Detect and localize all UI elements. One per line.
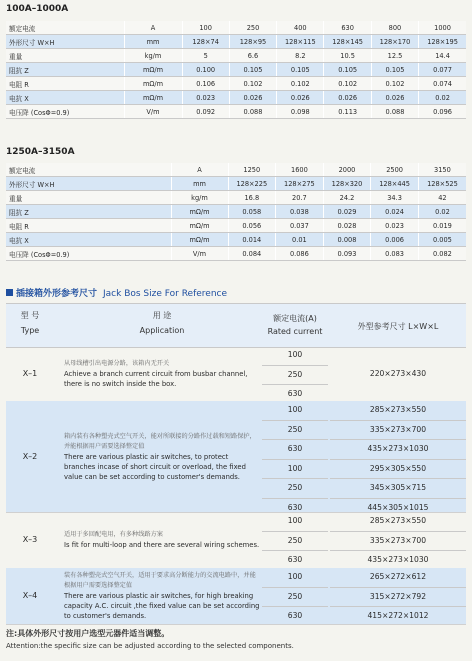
value-cell: 2500 [371,163,419,177]
application-en: There are various plastic air switches, for high breaking capacity A.C. circuit ,the fixed value can be set according to customer's demands. [64,591,260,620]
value-cell: 128×74 [182,35,229,49]
value-cell: 0.102 [324,77,371,91]
current-header-cn: 额定电流(A) [273,314,317,323]
row-unit: kg/m [171,191,228,205]
value-cell: 0.092 [182,105,229,119]
value-cell: 3150 [418,163,466,177]
spec-row [6,77,466,91]
application-cn: 箱内装有各种塑壳式空气开关，能对所联接的分路作过载和短路保护，并能根据用户需要选择整定值 [64,432,256,450]
value-cell: 0.088 [371,105,418,119]
application-cell [64,401,260,512]
application-en: Is fit for multi-loop and there are several wiring schemes. [64,540,260,549]
current-cell: 250 [262,421,328,441]
row-label: 额定电流 [6,21,124,35]
dimension-column [330,568,466,626]
spec-table-100a-1000a [6,21,466,119]
value-cell: 6.6 [229,49,276,63]
row-label: 外形尺寸 W×H [6,177,171,191]
value-cell: 0.037 [276,219,324,233]
value-cell: 128×95 [229,35,276,49]
value-cell: 0.029 [323,205,371,219]
value-cell: 0.105 [229,63,276,77]
row-unit: mΩ/m [124,91,182,105]
jackbox-title-en: Jack Bos Size For Reference [103,289,228,299]
value-cell: 1000 [419,21,466,35]
value-cell: 128×115 [277,35,324,49]
value-cell: 0.113 [324,105,371,119]
row-unit: kg/m [124,49,182,63]
application-cell [64,346,260,402]
value-cell: 24.2 [323,191,371,205]
value-cell: 0.026 [277,91,324,105]
square-bullet-icon [6,289,13,296]
value-cell: 0.028 [323,219,371,233]
dimension-cell: 435×273×1030 [367,555,429,564]
row-label: 阻抗 Z [6,63,124,77]
current-cell: 630 [287,611,303,620]
value-cell: 1250 [228,163,276,177]
row-label: 电阻 R [6,77,124,91]
current-cell: 100 [262,512,328,532]
dimension-cell: 285×273×550 [330,401,466,421]
value-cell: 0.086 [276,247,324,261]
current-cell: 100 [262,460,328,480]
spec-row [6,21,466,35]
spec-table-1250a-3150a [6,163,466,261]
value-cell: 0.096 [419,105,466,119]
current-cell: 250 [262,532,328,552]
row-unit: mΩ/m [171,233,228,247]
jackbox-group [6,568,466,625]
spec-row [6,205,466,219]
current-cell: 630 [287,502,303,512]
value-cell: 0.106 [182,77,229,91]
spec-row [6,233,466,247]
spec-row [6,163,466,177]
value-cell: 0.02 [419,91,466,105]
spec-row [6,91,466,105]
application-header-en: Application [139,326,185,335]
dimension-cell: 445×305×1015 [367,502,429,512]
value-cell: 0.102 [229,77,276,91]
row-label: 外形尺寸 W×H [6,35,124,49]
value-cell: 16.8 [228,191,276,205]
row-unit: mm [171,177,228,191]
type-cell: X–1 [22,369,38,379]
row-unit: mΩ/m [124,63,182,77]
value-cell: 0.084 [228,247,276,261]
row-unit: mΩ/m [124,77,182,91]
value-cell: 128×145 [324,35,371,49]
current-cell: 630 [262,440,328,460]
dimension-cell: 335×273×700 [330,532,466,552]
value-cell: 800 [371,21,418,35]
current-column [262,568,328,626]
jackbox-group [6,512,466,569]
value-cell: 128×525 [418,177,466,191]
dimension-cell: 415×272×1012 [367,611,429,620]
current-cell: 250 [262,479,328,499]
value-cell: 0.083 [371,247,419,261]
value-cell: 0.023 [371,219,419,233]
row-label: 电阻 R [6,219,171,233]
value-cell: 128×320 [323,177,371,191]
jackbox-group [6,346,466,403]
jackbox-group [6,401,466,513]
value-cell: 0.105 [277,63,324,77]
current-column [262,512,328,570]
dimension-cell: 265×272×612 [330,568,466,588]
value-cell: 0.038 [276,205,324,219]
application-en: Achieve a branch current circuit from busbar channel, there is no switch inside the box. [64,369,248,388]
application-header-cn: 用 途 [152,311,172,320]
value-cell: 42 [418,191,466,205]
current-column [262,401,328,517]
row-unit: A [124,21,182,35]
value-cell: 0.077 [419,63,466,77]
value-cell: 34.3 [371,191,419,205]
row-label: 重量 [6,191,171,205]
row-label: 重量 [6,49,124,63]
spec-row [6,35,466,49]
dimension-cell: 315×272×792 [330,588,466,608]
value-cell: 0.105 [371,63,418,77]
dimension-cell: 345×305×715 [330,479,466,499]
spec-row [6,177,466,191]
row-label: 电压降 (CosΦ=0.9) [6,105,124,119]
current-cell: 100 [262,346,328,366]
spec-row [6,219,466,233]
application-en: There are various plastic air switches, to protect branches incase of short circuit or overload, the fixed value can be set according to customer's demands. [64,452,246,481]
current-cell: 250 [262,588,328,608]
dimension-column [330,512,466,570]
value-cell: 0.105 [324,63,371,77]
row-unit: V/m [171,247,228,261]
jackbox-title-cn: 插接箱外形参考尺寸 [16,289,98,299]
value-cell: 0.102 [371,77,418,91]
value-cell: 0.088 [229,105,276,119]
note-en: Attention:the specific size can be adjusted according to the selected components. [6,642,294,650]
current-cell: 630 [287,389,303,398]
value-cell: 20.7 [276,191,324,205]
current-header-en: Rated current [267,327,323,336]
value-cell: 14.4 [419,49,466,63]
application-cell [64,568,260,624]
application-cn: 装有各种塑壳式空气开关，适用于要求高分断能力的交流电路中，并能根据用户需要选择整定值 [64,571,256,589]
value-cell: 0.026 [229,91,276,105]
dimension-cell: 285×273×550 [330,512,466,532]
row-label: 阻抗 Z [6,205,171,219]
value-cell: 12.5 [371,49,418,63]
footnote [6,628,466,650]
value-cell: 2000 [323,163,371,177]
value-cell: 0.008 [323,233,371,247]
value-cell: 0.02 [418,205,466,219]
value-cell: 8.2 [277,49,324,63]
table1-title: 100A–1000A [6,4,69,14]
row-label: 电抗 X [6,233,171,247]
dimension-column [330,365,466,384]
value-cell: 0.082 [418,247,466,261]
row-unit: V/m [124,105,182,119]
jackbox-table-header [6,303,466,348]
spec-row [6,63,466,77]
row-unit: mΩ/m [171,205,228,219]
value-cell: 0.023 [182,91,229,105]
dimension-cell: 295×305×550 [330,460,466,480]
value-cell: 100 [182,21,229,35]
value-cell: 0.058 [228,205,276,219]
value-cell: 0.093 [323,247,371,261]
type-cell: X–3 [22,535,38,545]
value-cell: 0.098 [277,105,324,119]
dimension-cell: 435×273×1030 [330,440,466,460]
type-cell: X–4 [22,591,38,601]
value-cell: 0.006 [371,233,419,247]
type-cell: X–2 [22,452,38,461]
dimension-header: 外型参考尺寸 L×W×L [357,322,439,331]
row-unit: A [171,163,228,177]
value-cell: 0.024 [371,205,419,219]
value-cell: 0.026 [371,91,418,105]
row-label: 电抗 X [6,91,124,105]
spec-row [6,247,466,261]
current-cell: 630 [287,555,303,564]
current-cell: 100 [262,568,328,588]
note-cn: 注:具体外形尺寸按用户选型元器件适当调整。 [6,629,170,638]
row-unit: mm [124,35,182,49]
value-cell: 128×445 [371,177,419,191]
value-cell: 1600 [276,163,324,177]
spec-row [6,49,466,63]
jackbox-section-title [6,286,227,299]
value-cell: 630 [324,21,371,35]
dimension-cell: 335×273×700 [330,421,466,441]
value-cell: 0.01 [276,233,324,247]
row-unit: mΩ/m [171,219,228,233]
type-header-en: Type [20,326,40,335]
table2-title: 1250A–3150A [6,147,75,157]
dimension-column [330,401,466,517]
value-cell: 0.056 [228,219,276,233]
value-cell: 0.100 [182,63,229,77]
value-cell: 0.102 [277,77,324,91]
value-cell: 5 [182,49,229,63]
value-cell: 0.019 [418,219,466,233]
value-cell: 0.014 [228,233,276,247]
application-cn: 适用于多回配电用，有多种线路方案 [64,530,163,538]
application-cell [64,512,260,568]
value-cell: 250 [229,21,276,35]
row-label: 电压降 (CosΦ=0.9) [6,247,171,261]
value-cell: 0.074 [419,77,466,91]
current-column [262,346,328,404]
value-cell: 128×195 [419,35,466,49]
current-cell: 100 [262,401,328,421]
value-cell: 128×170 [371,35,418,49]
spec-row [6,105,466,119]
dimension-cell: 220×273×430 [369,368,427,378]
value-cell: 10.5 [324,49,371,63]
row-label: 额定电流 [6,163,171,177]
value-cell: 400 [277,21,324,35]
value-cell: 128×275 [276,177,324,191]
current-cell: 250 [262,366,328,386]
type-header-cn: 型 号 [20,311,40,320]
spec-row [6,191,466,205]
value-cell: 0.005 [418,233,466,247]
value-cell: 128×225 [228,177,276,191]
application-cn: 从母线槽引出电源分路，该箱内无开关 [64,359,170,367]
value-cell: 0.026 [324,91,371,105]
